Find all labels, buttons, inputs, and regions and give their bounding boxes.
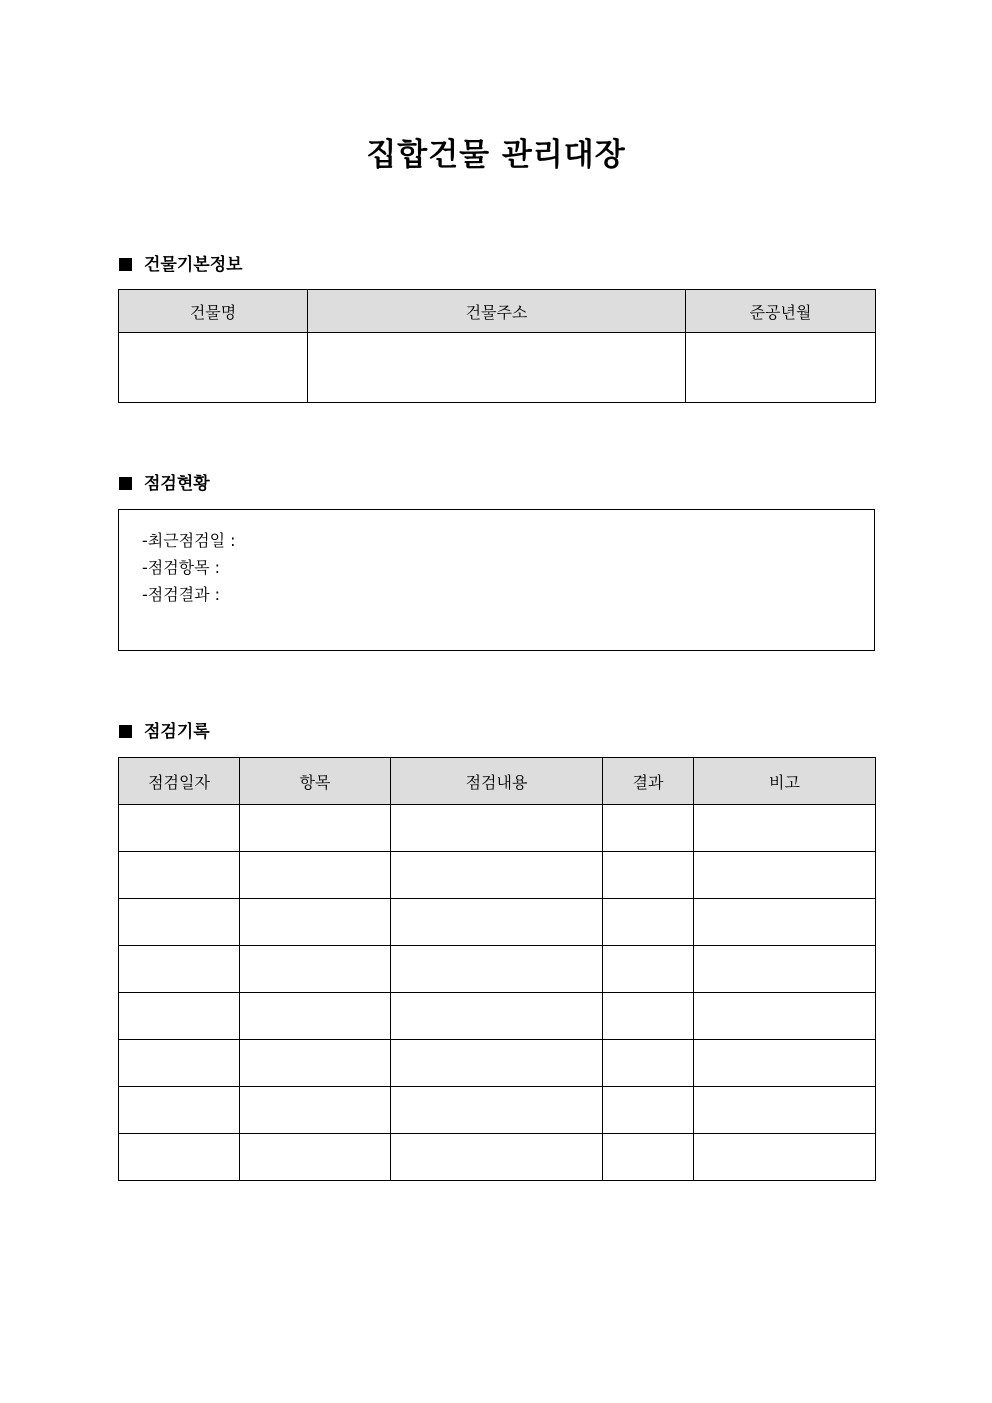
section-heading-basic-info: [119, 254, 243, 276]
building-name-cell[interactable]: [119, 333, 308, 403]
inspection-date-cell[interactable]: [119, 1040, 240, 1087]
table-header-row: [119, 290, 876, 333]
inspection-records-body: [119, 805, 876, 1181]
column-header-remarks: 비고: [694, 758, 876, 805]
result-cell[interactable]: [603, 1040, 694, 1087]
item-cell[interactable]: [240, 805, 391, 852]
column-header-completion-date: 준공년월: [686, 290, 876, 333]
item-cell[interactable]: [240, 993, 391, 1040]
column-header-building-address: 건물주소: [308, 290, 686, 333]
item-cell[interactable]: [240, 1087, 391, 1134]
remarks-cell[interactable]: [694, 993, 876, 1040]
inspection-content-cell[interactable]: [391, 1134, 603, 1181]
result-cell[interactable]: [603, 852, 694, 899]
inspection-date-cell[interactable]: [119, 993, 240, 1040]
table-row: [119, 805, 876, 852]
table-header-row: [119, 758, 876, 805]
page-title: 집합건물 관리대장: [366, 137, 626, 173]
table-row: [119, 993, 876, 1040]
remarks-cell[interactable]: [694, 852, 876, 899]
column-header-item: 항목: [240, 758, 391, 805]
inspection-content-cell[interactable]: [391, 946, 603, 993]
section-heading-label: 점검현황: [144, 474, 210, 494]
latest-inspection-date-item: -최근점검일 :: [142, 531, 236, 550]
result-cell[interactable]: [603, 805, 694, 852]
inspection-content-cell[interactable]: [391, 899, 603, 946]
result-cell[interactable]: [603, 946, 694, 993]
inspection-content-cell[interactable]: [391, 1040, 603, 1087]
inspection-content-cell[interactable]: [391, 1087, 603, 1134]
item-cell[interactable]: [240, 852, 391, 899]
remarks-cell[interactable]: [694, 1087, 876, 1134]
inspection-content-cell[interactable]: [391, 993, 603, 1040]
column-header-inspection-date: 점검일자: [119, 758, 240, 805]
result-cell[interactable]: [603, 899, 694, 946]
column-header-inspection-content: 점검내용: [391, 758, 603, 805]
table-row: [119, 852, 876, 899]
column-header-result: 결과: [603, 758, 694, 805]
inspection-date-cell[interactable]: [119, 1087, 240, 1134]
item-cell[interactable]: [240, 899, 391, 946]
building-address-cell[interactable]: [308, 333, 686, 403]
inspection-status-list: [119, 510, 874, 608]
inspection-status-box[interactable]: [118, 509, 875, 651]
inspection-date-cell[interactable]: [119, 1134, 240, 1181]
inspection-date-cell[interactable]: [119, 946, 240, 993]
remarks-cell[interactable]: [694, 805, 876, 852]
section-heading-inspection-status: [119, 473, 210, 495]
inspection-content-cell[interactable]: [391, 805, 603, 852]
result-cell[interactable]: [603, 1134, 694, 1181]
remarks-cell[interactable]: [694, 899, 876, 946]
table-row: [119, 1087, 876, 1134]
inspection-date-cell[interactable]: [119, 852, 240, 899]
square-bullet-icon: [119, 258, 132, 271]
table-row: [119, 946, 876, 993]
item-cell[interactable]: [240, 946, 391, 993]
remarks-cell[interactable]: [694, 1134, 876, 1181]
square-bullet-icon: [119, 725, 132, 738]
square-bullet-icon: [119, 477, 132, 490]
inspection-result-item: -점검결과 :: [142, 585, 221, 604]
table-row: [119, 1134, 876, 1181]
item-cell[interactable]: [240, 1134, 391, 1181]
inspection-content-cell[interactable]: [391, 852, 603, 899]
result-cell[interactable]: [603, 1087, 694, 1134]
result-cell[interactable]: [603, 993, 694, 1040]
section-heading-label: 건물기본정보: [144, 255, 243, 275]
column-header-building-name: 건물명: [119, 290, 308, 333]
table-row: [119, 1040, 876, 1087]
section-heading-label: 점검기록: [144, 722, 210, 742]
table-row: [119, 899, 876, 946]
inspection-date-cell[interactable]: [119, 899, 240, 946]
remarks-cell[interactable]: [694, 946, 876, 993]
remarks-cell[interactable]: [694, 1040, 876, 1087]
item-cell[interactable]: [240, 1040, 391, 1087]
inspection-records-table: [118, 757, 876, 1181]
table-row: [119, 333, 876, 403]
section-heading-inspection-records: [119, 721, 210, 743]
inspection-items-item: -점검항목 :: [142, 558, 221, 577]
completion-date-cell[interactable]: [686, 333, 876, 403]
inspection-date-cell[interactable]: [119, 805, 240, 852]
basic-info-table: [118, 289, 876, 403]
